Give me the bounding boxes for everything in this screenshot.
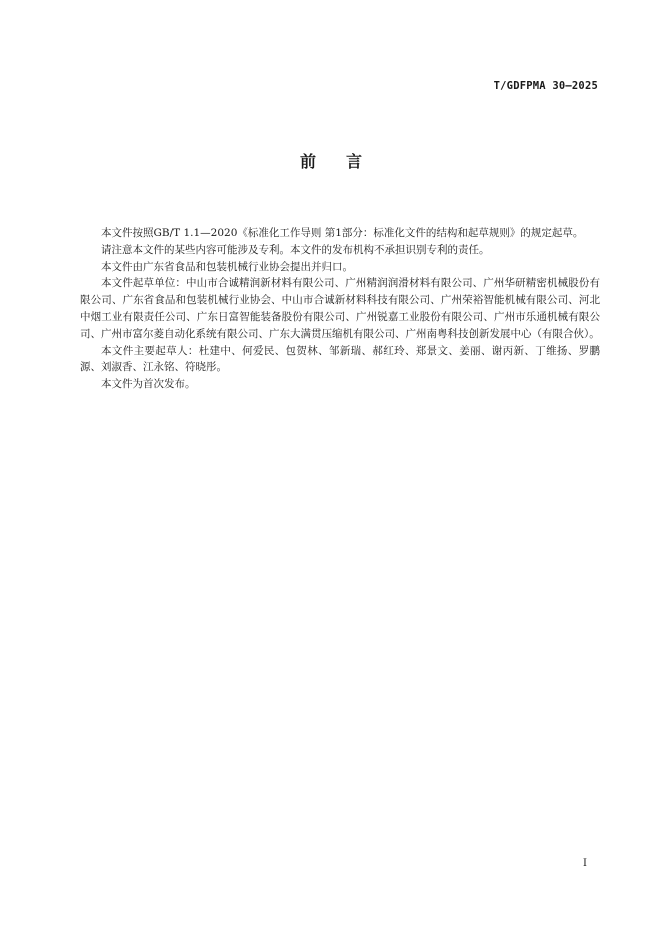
page-number: I — [583, 858, 587, 869]
paragraph-first-release: 本文件为首次发布。 — [101, 378, 196, 391]
title-char-1: 前 — [299, 152, 316, 171]
section-title — [0, 149, 662, 172]
paragraph-drafting-rule: 本文件按照GB/T 1.1—2020《标准化工作导则 第1部分：标准化文件的结构和起草规则》的规定起草。 — [101, 227, 584, 239]
document-code: T/GDFPMA 30—2025 — [493, 80, 598, 92]
paragraph-patent-notice: 请注意本文件的某些内容可能涉及专利。本文件的发布机构不承担识别专利的责任。 — [101, 243, 490, 256]
paragraph-proposer: 本文件由广东省食品和包装机械行业协会提出并归口。 — [101, 260, 353, 273]
foreword-body — [80, 225, 600, 393]
paragraph-drafting-units: 本文件起草单位：中山市合诚精润新材料有限公司、广州精润润滑材料有限公司、广州华研精密机械股份有限公司、广东省食品和包装机械行业协会、中山市合诚新材料科技有限公司、广州荣裕智能机械有限公司、河北中烟工业有限责任公司、广东日富智能装备股份有限公司、广州锐嘉工业股份有限公司、广州市乐通机械有限公司、广州市富尔菱自动化系统有限公司、广东大满贯压缩机有限公司、广州南粤科技创新发展中心（有限合伙）。 — [80, 277, 600, 340]
title-char-2: 言 — [346, 152, 363, 171]
paragraph-drafters: 本文件主要起草人：杜建中、何爱民、包贺林、邹新瑞、郝红玲、郑景文、姜丽、谢丙新、丁维扬、罗鹏源、刘淑香、江永铭、符晓彤。 — [80, 344, 600, 374]
